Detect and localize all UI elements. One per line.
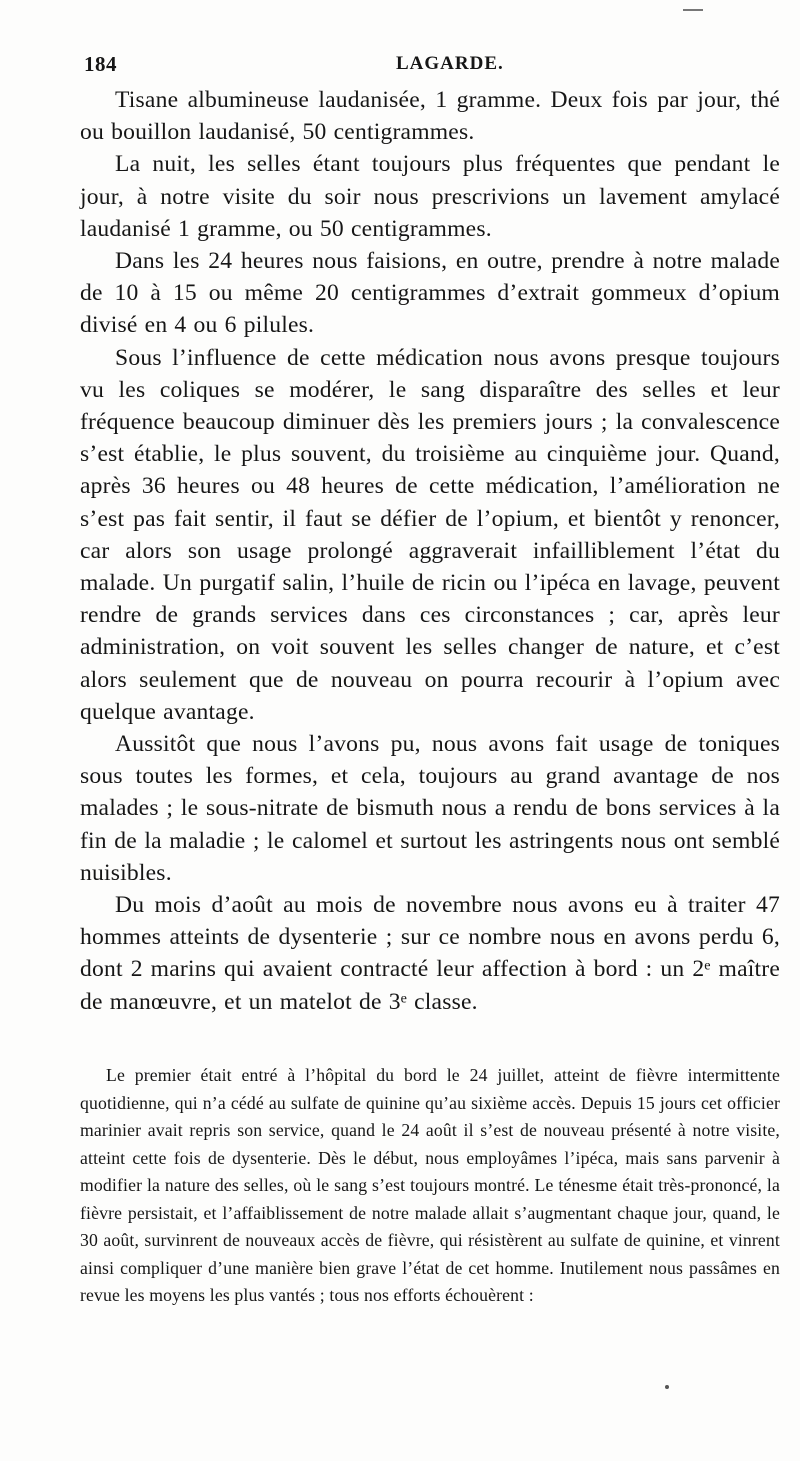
paragraph: Aussitôt que nous l’avons pu, nous avons fait usage de toniques sous toutes les formes, et cela, toujours au grand avantage de nos malades ; le sous-nitrate de bismuth nous a rendu de bons services à la fin de la maladie ; le calomel et surtout les astringents nous ont semblé nuisibles. — [80, 731, 780, 886]
case-note: Le premier était entré à l’hôpital du bord le 24 juillet, atteint de fièvre intermittente quotidienne, qui n’a cédé au sulfate de quinine qu’au sixième accès. Depuis 15 jours cet officier marinier avait repris son service, quand le 24 août il s’est de nouveau présenté à notre visite, atteint cette fois de dysenterie. Dès le début, nous employâmes l’ipéca, mais sans parvenir à modifier la nature des selles, où le sang s’est toujours montré. Le ténesme était très-prononcé, la fièvre persistait, et l’affaiblissement de notre malade allait s’augmentant chaque jour, quand, le 30 août, survinrent de nouveaux accès de fièvre, qui résistèrent au sulfate de quinine, et vinrent ainsi compliquer d’une manière bien grave l’état de cet homme. Inutilement nous passâmes en revue les moyens les plus vantés ; tous nos efforts échouèrent : — [80, 1065, 780, 1305]
scan-mark — [683, 9, 703, 11]
main-text — [80, 84, 780, 1018]
paragraph: Sous l’influence de cette médication nous avons presque toujours vu les coliques se modérer, le sang disparaître des selles et leur fréquence beaucoup diminuer dès les premiers jours ; la convalescence s’est établie, le plus souvent, du troisième au cinquième jour. Quand, après 36 heures ou 48 heures de cette médication, l’amélioration ne s’est pas fait sentir, il faut se défier de l’opium, et bientôt y renoncer, car alors son usage prolongé aggraverait infailliblement l’état du malade. Un purgatif salin, l’huile de ricin ou l’ipéca en lavage, peuvent rendre de grands services dans ces circonstances ; car, après leur administration, on voit souvent les selles changer de nature, et c’est alors seulement que de nouveau on pourra recourir à l’opium avec quelque avantage. — [80, 344, 780, 725]
page-number: 184 — [84, 52, 117, 76]
paragraph: Dans les 24 heures nous faisions, en outre, prendre à notre malade de 10 à 15 ou même 20 centigrammes d’extrait gommeux d’opium divisé en 4 ou 6 pilules. — [80, 248, 780, 339]
running-head — [84, 48, 774, 80]
ink-speck — [665, 1385, 669, 1389]
running-title: LAGARDE. — [396, 53, 504, 74]
paragraph: Du mois d’août au mois de novembre nous avons eu à traiter 47 hommes atteints de dysenterie ; sur ce nombre nous en avons perdu 6, dont 2 marins qui avaient contracté leur affection à bord : un 2ᵉ maître de manœuvre, et un matelot de 3ᵉ classe. — [80, 892, 780, 1015]
paragraph: La nuit, les selles étant toujours plus fréquentes que pendant le jour, à notre visite du soir nous prescrivions un lavement amylacé laudanisé 1 gramme, ou 50 centigrammes. — [80, 151, 780, 242]
paragraph: Tisane albumineuse laudanisée, 1 gramme. Deux fois par jour, thé ou bouillon laudanisé, 50 centigrammes. — [80, 87, 780, 146]
